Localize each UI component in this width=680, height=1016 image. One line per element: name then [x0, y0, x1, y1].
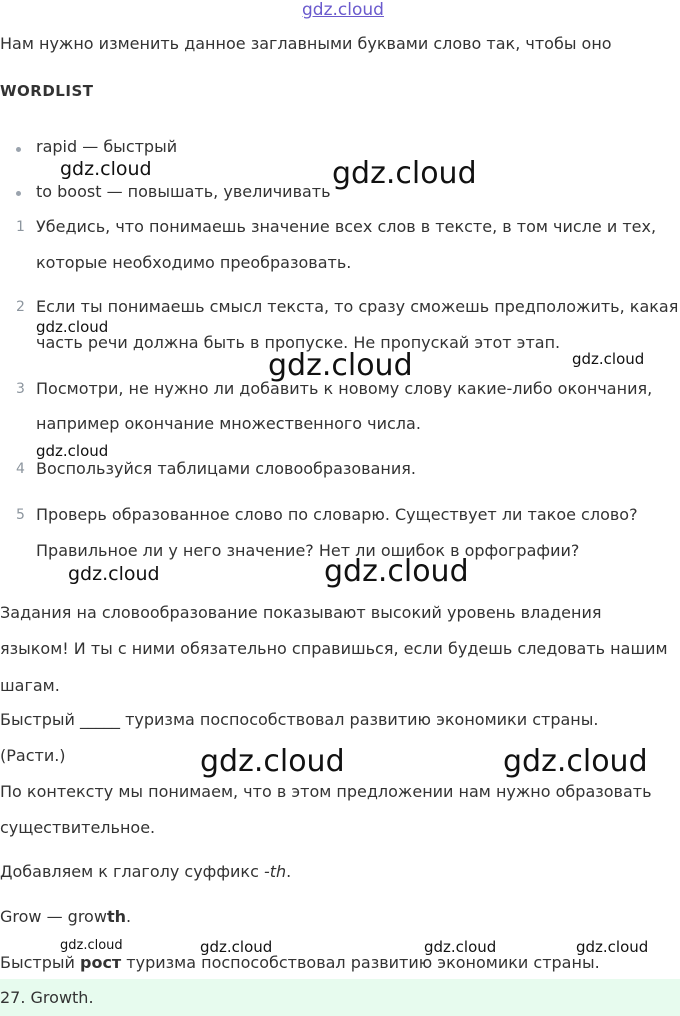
wordlist-heading: WORDLIST	[0, 82, 94, 100]
suffix-text	[0, 862, 291, 881]
conclusion-text: Задания на словообразование показывают высокий уровень владения	[0, 603, 602, 622]
watermark-text: gdz.cloud	[572, 350, 645, 368]
step-number: 2	[16, 299, 25, 315]
watermark-text: gdz.cloud	[576, 938, 649, 956]
step-text: Воспользуйся таблицами словообразования.	[36, 459, 416, 478]
bullet-icon	[16, 191, 21, 196]
answer-bar	[0, 979, 680, 1016]
watermark-text: gdz.cloud	[503, 744, 648, 779]
answer-text: 27. Growth.	[0, 988, 94, 1007]
step-text: Правильное ли у него значение? Нет ли ошибок в орфографии?	[36, 541, 580, 560]
wordlist-item: to boost — повышать, увеличивать	[36, 182, 331, 201]
wordlist-item: rapid — быстрый	[36, 137, 178, 156]
watermark-text: gdz.cloud	[424, 938, 497, 956]
watermark-text: gdz.cloud	[332, 156, 477, 191]
suffix-italic: -th	[263, 862, 287, 881]
word-formation	[0, 907, 131, 926]
step-text: Проверь образованное слово по словарю. Существует ли такое слово?	[36, 505, 638, 524]
conclusion-text: языком! И ты с ними обязательно справишься, если будешь следовать нашим	[0, 639, 668, 658]
watermark-link[interactable]: gdz.cloud	[302, 0, 384, 20]
step-text: часть речи должна быть в пропуске. Не пропускай этот этап.	[36, 333, 561, 352]
intro-text: Нам нужно изменить данное заглавными буквами слово так, чтобы оно	[0, 34, 612, 53]
final-sentence	[0, 953, 600, 972]
watermark-text: gdz.cloud	[36, 318, 109, 336]
conclusion-text: шагам.	[0, 676, 60, 695]
step-number: 3	[16, 381, 25, 397]
watermark-text: gdz.cloud	[268, 348, 413, 383]
step-text: Посмотри, не нужно ли добавить к новому слову какие-либо окончания,	[36, 379, 653, 398]
word-suffix: th	[106, 907, 126, 926]
watermark-text: gdz.cloud	[200, 744, 345, 779]
step-number: 4	[16, 461, 25, 477]
step-text: Если ты понимаешь смысл текста, то сразу сможешь предположить, какая	[36, 297, 679, 316]
final-bold: рост	[80, 953, 122, 972]
watermark-text: gdz.cloud	[324, 554, 469, 589]
step-number: 1	[16, 219, 25, 235]
watermark-text: gdz.cloud	[68, 563, 160, 585]
watermark-text: gdz.cloud	[200, 938, 273, 956]
explanation-text: По контексту мы понимаем, что в этом предложении нам нужно образовать	[0, 782, 652, 801]
explanation-text: существительное.	[0, 818, 156, 837]
watermark-text: gdz.cloud	[36, 442, 109, 460]
step-text: Убедись, что понимаешь значение всех слов в тексте, в том числе и тех,	[36, 217, 657, 236]
word-end: .	[125, 907, 132, 926]
final-before: Быстрый	[0, 953, 80, 972]
step-text: например окончание множественного числа.	[36, 414, 421, 433]
watermark-text: gdz.cloud	[60, 158, 152, 180]
watermark-text: gdz.cloud	[60, 938, 123, 953]
word-base: Grow — grow	[0, 907, 107, 926]
step-text: которые необходимо преобразовать.	[36, 253, 352, 272]
final-after: туризма поспособствовал развитию экономики страны.	[121, 953, 600, 972]
task-sentence: Быстрый _____ туризма поспособствовал развитию экономики страны.	[0, 710, 599, 729]
suffix-prefix: Добавляем к глаголу суффикс	[0, 862, 264, 881]
suffix-end: .	[286, 862, 292, 881]
task-hint: (Расти.)	[0, 746, 66, 765]
step-number: 5	[16, 507, 25, 523]
bullet-icon	[16, 147, 21, 152]
